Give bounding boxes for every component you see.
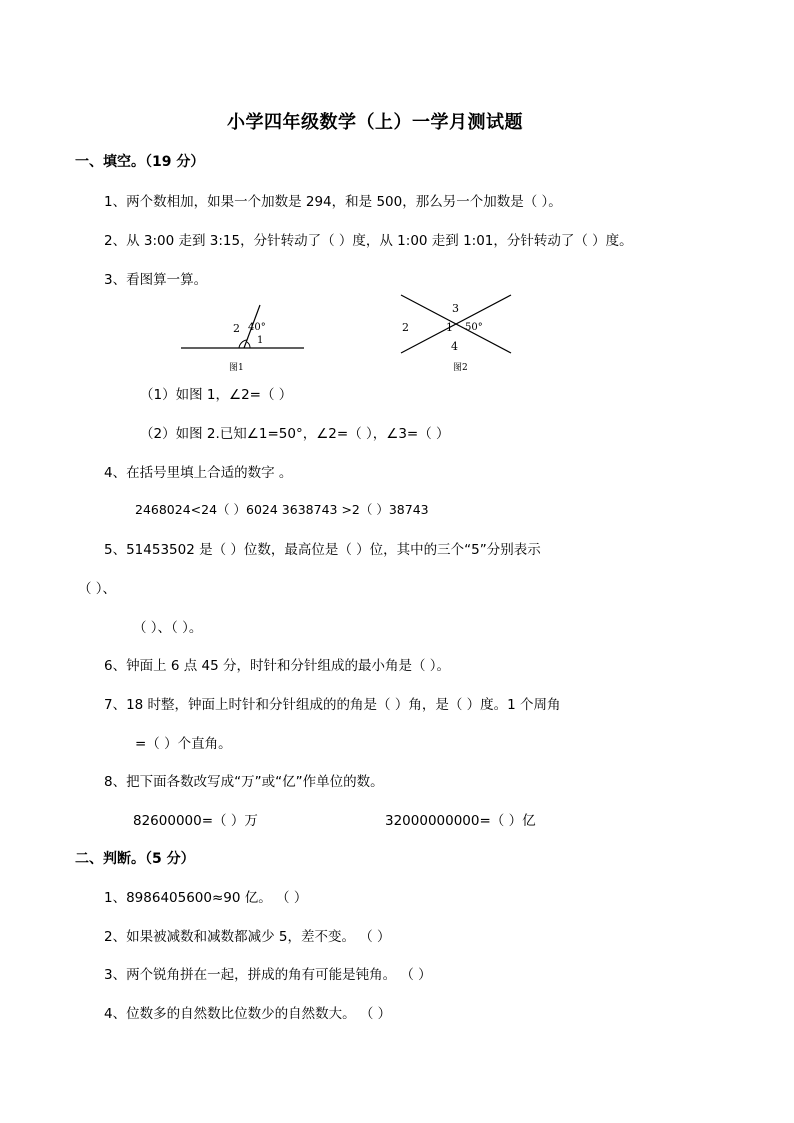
section-fill-heading: 一、填空。（19 分） [75, 154, 205, 170]
figure-2-label-degree: 50° [465, 322, 483, 333]
figure-1-caption: 图1 [229, 363, 244, 373]
question-fill-6: 6、钟面上 6 点 45 分，时针和分针组成的最小角是（ ）。 [104, 658, 451, 674]
question-fill-1: 1、两个数相加，如果一个加数是 294，和是 500，那么另一个加数是（ ）。 [104, 194, 562, 210]
figure-2-label-2: 2 [402, 321, 409, 334]
question-fill-7-b: =（ ）个直角。 [135, 736, 232, 752]
question-fill-5-b: （ ）、 [78, 581, 117, 597]
question-judge-3: 3、两个锐角拼在一起，拼成的角有可能是钝角。 （ ） [104, 967, 432, 983]
section-judge-heading: 二、判断。（5 分） [75, 851, 195, 867]
figure-2-label-3: 3 [452, 302, 459, 315]
question-fill-4-line: 2468024<24（ ）6024 3638743 >2（ ）38743 [135, 502, 429, 517]
question-fill-8-b: 32000000000=（ ）亿 [385, 813, 536, 829]
figure-1-label-1: 1 [257, 335, 264, 346]
figure-2-caption: 图2 [453, 363, 468, 373]
question-fill-3: 3、看图算一算。 [104, 272, 208, 288]
question-fill-7-a: 7、18 时整，钟面上时针和分针组成的的角是（ ）角，是（ ）度。1 个周角 [104, 697, 561, 713]
question-judge-4: 4、位数多的自然数比位数少的自然数大。 （ ） [104, 1006, 392, 1022]
question-judge-1: 1、8986405600≈90 亿。 （ ） [104, 890, 308, 906]
figure-1-label-degree: 40° [248, 322, 266, 333]
question-fill-2: 2、从 3:00 走到 3:15，分针转动了（ ）度，从 1:00 走到 1:01，分针转动了（ ）度。 [104, 233, 633, 249]
figure-2-diagram [396, 290, 516, 375]
figure-2-label-4: 4 [451, 340, 458, 353]
figure-2-label-1: 1 [446, 321, 453, 334]
question-fill-8-a: 82600000=（ ）万 [133, 813, 258, 829]
question-fill-3-2: （2）如图 2.已知∠1=50°，∠2=（ ），∠3=（ ） [140, 426, 450, 442]
question-fill-8: 8、把下面各数改写成“万”或“亿”作单位的数。 [104, 774, 384, 790]
question-fill-5-c: （ ）、（ ）。 [133, 620, 203, 636]
figure-1-diagram [176, 300, 311, 375]
figure-1-label-2: 2 [233, 322, 240, 335]
question-judge-2: 2、如果被减数和减数都减少 5，差不变。 （ ） [104, 929, 391, 945]
question-fill-4: 4、在括号里填上合适的数字 。 [104, 465, 293, 481]
question-fill-3-1: （1）如图 1，∠2=（ ） [140, 387, 293, 403]
question-fill-5-a: 5、51453502 是（ ）位数，最高位是（ ）位，其中的三个“5”分别表示 [104, 542, 541, 558]
page-title: 小学四年级数学（上）一学月测试题 [227, 112, 523, 133]
